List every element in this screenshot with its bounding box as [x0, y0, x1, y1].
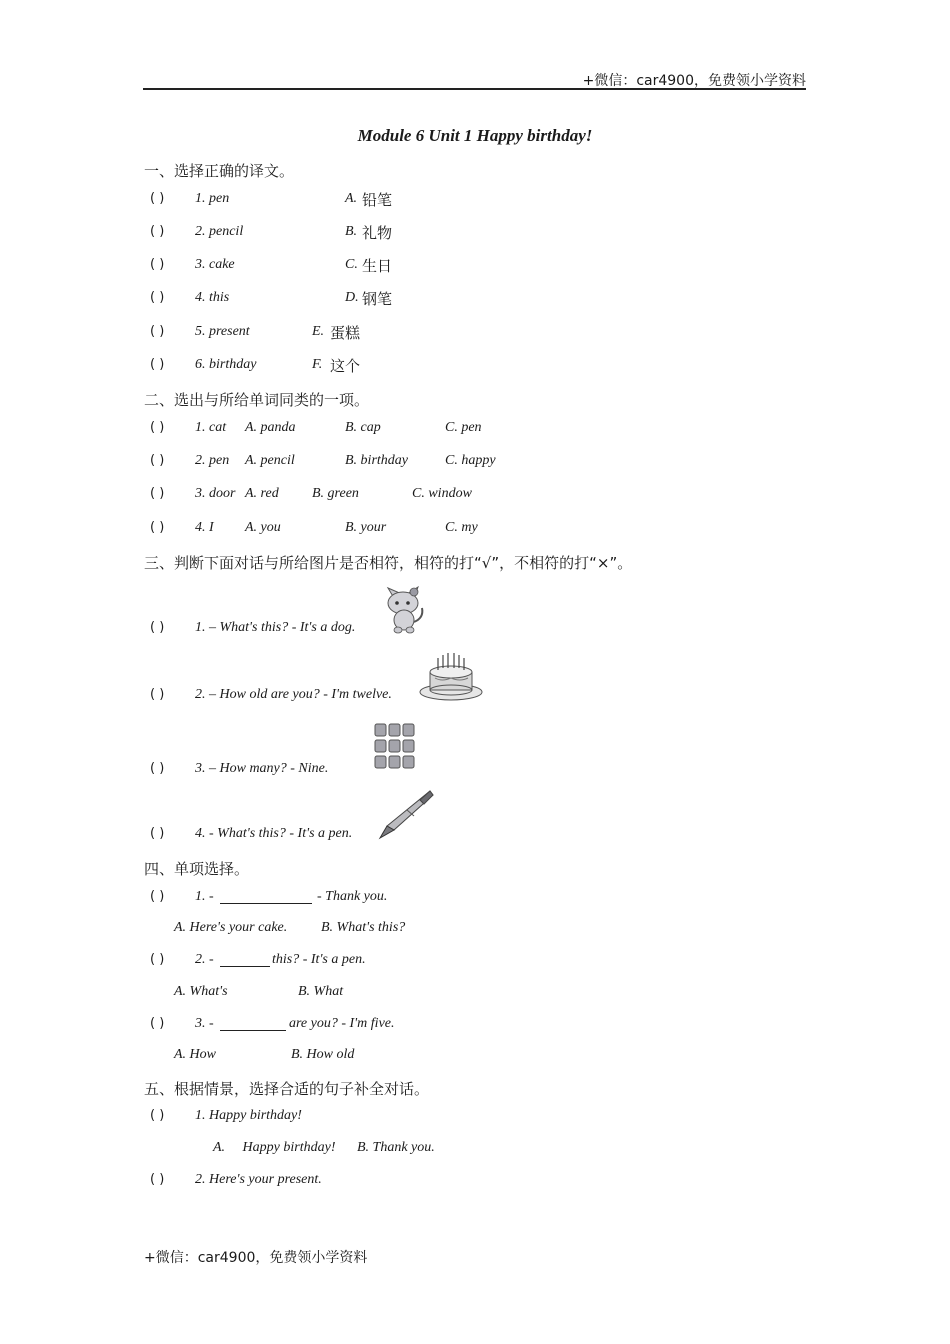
option-c: C. pen: [445, 420, 482, 435]
question-word: 1. pen: [195, 191, 230, 206]
answer-paren[interactable]: ( ): [150, 687, 165, 702]
answer-paren[interactable]: ( ): [150, 1172, 165, 1187]
option-b: B. birthday: [345, 453, 408, 468]
answer-paren[interactable]: ( ): [150, 191, 165, 206]
option-a: A. pencil: [245, 453, 295, 468]
dialogue-text: 2. – How old are you? - I'm twelve.: [195, 687, 392, 702]
answer-paren[interactable]: ( ): [150, 1108, 165, 1123]
section5-heading: 五、根据情景，选择合适的句子补全对话。: [144, 1080, 430, 1098]
answer-paren[interactable]: ( ): [150, 257, 165, 272]
option-meaning: 铅笔: [362, 191, 393, 209]
answer-paren[interactable]: ( ): [150, 620, 165, 635]
question-prefix: 2. -: [195, 952, 214, 967]
question-word: 2. pencil: [195, 224, 244, 239]
page-title: Module 6 Unit 1 Happy birthday!: [357, 126, 593, 145]
answer-paren[interactable]: ( ): [150, 224, 165, 239]
answer-paren[interactable]: ( ): [150, 324, 165, 339]
option-letter: B.: [345, 224, 358, 239]
option-b: B. green: [312, 486, 359, 501]
option-b: B. What: [298, 984, 344, 999]
option-meaning: 礼物: [362, 224, 393, 242]
question-word: 1. cat: [195, 420, 227, 435]
option-c: C. my: [445, 520, 478, 535]
section1-heading: 一、选择正确的译文。: [144, 162, 295, 180]
question-word: 5. present: [195, 324, 250, 339]
header-divider: [143, 88, 806, 90]
answer-paren[interactable]: ( ): [150, 761, 165, 776]
fill-blank[interactable]: [220, 891, 312, 904]
question-prefix: 3. -: [195, 1016, 214, 1031]
option-a: A. What's: [174, 984, 228, 999]
question-word: 3. door: [195, 486, 236, 501]
option-letter: A.: [345, 191, 358, 206]
answer-paren[interactable]: ( ): [150, 420, 165, 435]
dialogue-text: 3. – How many? - Nine.: [195, 761, 329, 776]
answer-paren[interactable]: ( ): [150, 1016, 165, 1031]
dialogue-text: 1. – What's this? - It's a dog.: [195, 620, 356, 635]
option-b: B. Thank you.: [357, 1140, 435, 1155]
option-meaning: 生日: [362, 257, 393, 275]
section3-heading: 三、判断下面对话与所给图片是否相符，相符的打“√”，不相符的打“×”。: [144, 554, 633, 572]
option-a: A. panda: [245, 420, 296, 435]
header-note: +微信：car4900，免费领小学资料: [582, 73, 806, 89]
option-c: C. window: [412, 486, 472, 501]
question-suffix: this? - It's a pen.: [272, 952, 366, 967]
answer-paren[interactable]: ( ): [150, 486, 165, 501]
section4-heading: 四、单项选择。: [144, 860, 250, 878]
option-meaning: 钢笔: [362, 290, 393, 308]
fill-blank[interactable]: [220, 1018, 286, 1031]
cat-picture: [382, 584, 428, 636]
question-word: 6. birthday: [195, 357, 257, 372]
birthday-cake-picture: [418, 648, 484, 702]
option-letter: E.: [312, 324, 325, 339]
question-suffix: - Thank you.: [317, 889, 388, 904]
question-word: 2. pen: [195, 453, 230, 468]
answer-paren[interactable]: ( ): [150, 453, 165, 468]
option-b: B. your: [345, 520, 387, 535]
answer-paren[interactable]: ( ): [150, 290, 165, 305]
option-meaning: 这个: [330, 357, 361, 375]
question-prefix: 1. -: [195, 889, 214, 904]
question-word: 4. I: [195, 520, 214, 535]
question-word: 3. cake: [195, 257, 235, 272]
fountain-pen-picture: [372, 788, 434, 840]
section2-heading: 二、选出与所给单词同类的一项。: [144, 391, 370, 409]
answer-paren[interactable]: ( ): [150, 889, 165, 904]
option-c: C. happy: [445, 453, 496, 468]
option-meaning: 蛋糕: [330, 324, 361, 342]
fill-blank[interactable]: [220, 954, 270, 967]
option-a: A. Happy birthday!: [213, 1140, 336, 1155]
answer-paren[interactable]: ( ): [150, 952, 165, 967]
option-letter: D.: [345, 290, 359, 305]
option-a: A. Here's your cake.: [174, 920, 288, 935]
option-letter: C.: [345, 257, 358, 272]
question-word: 4. this: [195, 290, 230, 305]
dialogue-text: 1. Happy birthday!: [195, 1108, 302, 1123]
option-letter: F.: [312, 357, 323, 372]
option-b: B. How old: [291, 1047, 355, 1062]
footer-note: +微信：car4900，免费领小学资料: [144, 1250, 368, 1266]
option-a: A. red: [245, 486, 279, 501]
option-b: B. cap: [345, 420, 381, 435]
option-a: A. you: [245, 520, 281, 535]
answer-paren[interactable]: ( ): [150, 826, 165, 841]
dialogue-text: 2. Here's your present.: [195, 1172, 322, 1187]
answer-paren[interactable]: ( ): [150, 520, 165, 535]
option-b: B. What's this?: [321, 920, 406, 935]
nine-blocks-picture: [372, 721, 416, 773]
dialogue-text: 4. - What's this? - It's a pen.: [195, 826, 353, 841]
option-a: A. How: [174, 1047, 216, 1062]
answer-paren[interactable]: ( ): [150, 357, 165, 372]
question-suffix: are you? - I'm five.: [289, 1016, 395, 1031]
